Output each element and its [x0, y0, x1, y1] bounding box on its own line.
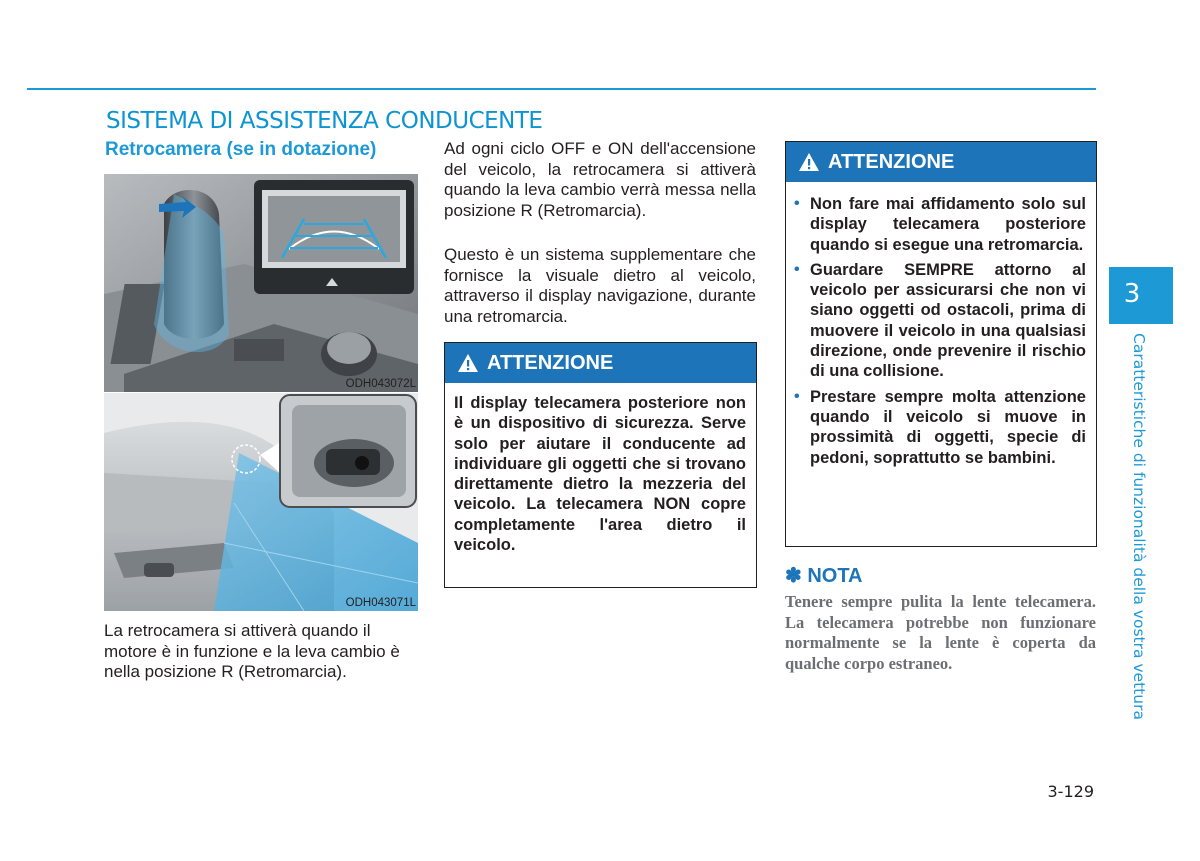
- subsection-title: Retrocamera (se in dotazione): [105, 139, 377, 160]
- warning-title: ATTENZIONE: [487, 351, 614, 374]
- warning-list-item: • Prestare sempre molta attenzione quando il veicolo si muove in prossimità di oggetti, specie di pedoni, soprattutto se bambini.: [794, 387, 1086, 467]
- note-text: Tenere sempre pulita la lente telecamera. La telecamera potrebbe non funzionare normalmente se la lente è coperta da qualche corpo estraneo.: [785, 592, 1096, 673]
- figure-code: ODH043071L: [345, 597, 416, 609]
- warning-list: [786, 182, 1096, 468]
- bullet-dot: •: [794, 387, 800, 405]
- chapter-number: 3: [1123, 279, 1141, 309]
- figure-gear-shifter: [104, 174, 418, 392]
- section-title: SISTEMA DI ASSISTENZA CONDUCENTE: [106, 108, 543, 134]
- figure-rear-camera: [104, 393, 418, 611]
- chapter-tab: [1109, 267, 1173, 324]
- bullet-dot: •: [794, 260, 800, 278]
- warning-list-item: • Guardare SEMPRE attorno al veicolo per assicurarsi che non vi siano oggetti od ostacoli, prima di muovere il veicolo in una qualsiasi direzione, onde prevenire il rischio di una collisione.: [794, 260, 1086, 381]
- chapter-label: Caratteristiche di funzionalità della vostra vettura: [1130, 333, 1148, 720]
- warning-header: [786, 142, 1096, 182]
- header-rule: [27, 88, 1096, 90]
- warning-box-reversing: [785, 141, 1097, 547]
- warning-title: ATTENZIONE: [828, 150, 955, 173]
- figure-code: ODH043072L: [345, 378, 416, 390]
- gear-shifter-illustration: [104, 174, 418, 392]
- warning-triangle-icon: [457, 353, 479, 373]
- warning-header: [445, 343, 756, 383]
- paragraph-ignition-cycle: Ad ogni ciclo OFF e ON dell'accensione del veicolo, la retrocamera si attiverà quando la leva cambio verrà messa nella posizione R (Retromarcia).: [444, 139, 756, 220]
- rear-camera-illustration: [104, 393, 418, 611]
- paragraph-supplementary: Questo è un sistema supplementare che fornisce la visuale dietro al veicolo, attraverso il display navigazione, durante una retromarcia.: [444, 245, 756, 326]
- page-number: 3-129: [1047, 782, 1094, 801]
- note-title: ✽ NOTA: [785, 565, 863, 587]
- warning-box-display: [444, 342, 757, 588]
- warning-text: Il display telecamera posteriore non è un dispositivo di sicurezza. Serve solo per aiutare il conducente ad individuare gli oggetti che si trovano direttamente dietro la mezzeria del veicolo. La telecamera NON copre completamente l'area dietro il veicolo.: [454, 394, 746, 555]
- warning-triangle-icon: [798, 152, 820, 172]
- warning-list-item: • Non fare mai affidamento solo sul display telecamera posteriore quando si esegue una retromarcia.: [794, 195, 1086, 254]
- bullet-dot: •: [794, 195, 800, 212]
- intro-paragraph: La retrocamera si attiverà quando il motore è in funzione e la leva cambio è nella posizione R (Retromarcia).: [104, 621, 400, 681]
